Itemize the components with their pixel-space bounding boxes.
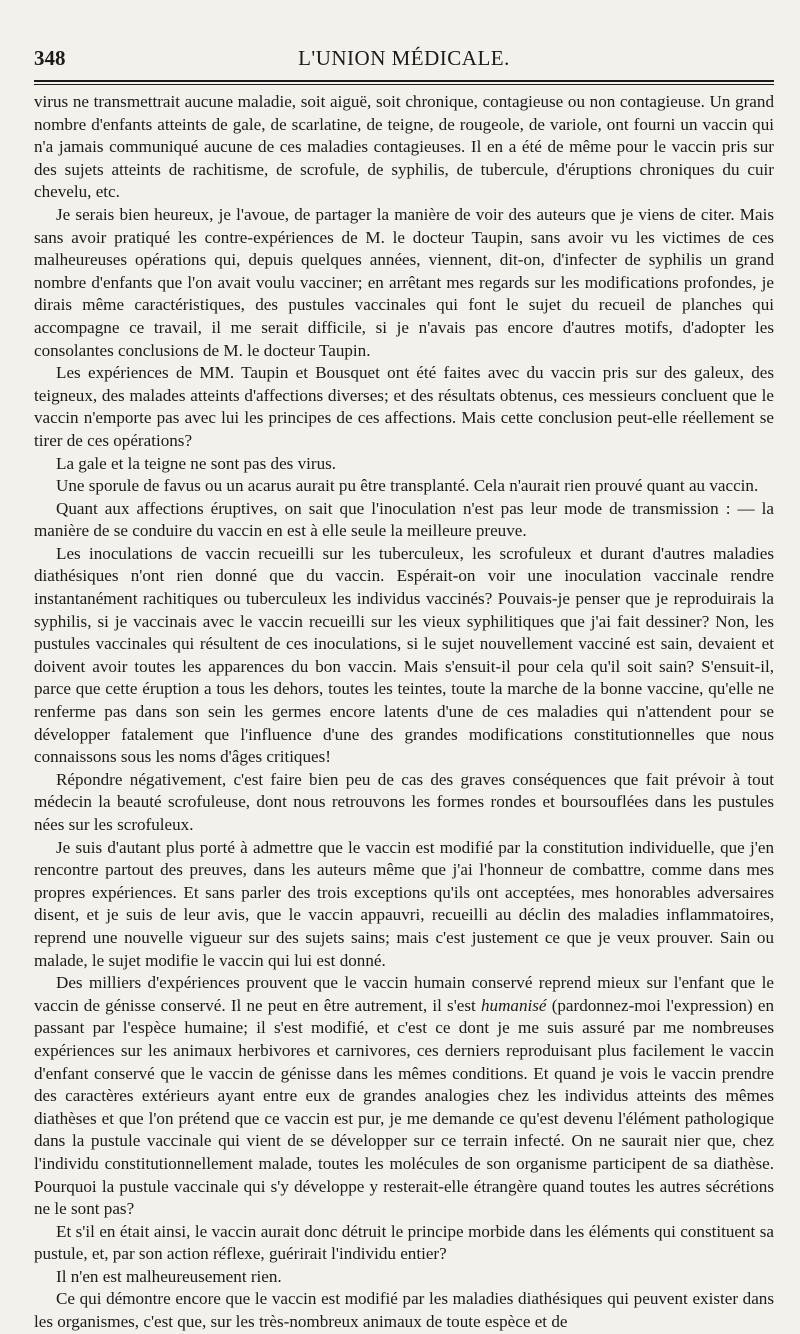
paragraph [34,1288,774,1333]
paragraph-text: Une sporule de favus ou un acarus aurait pu être transplanté. Cela n'aurait rien prouvé quant au vaccin. [56,476,759,496]
paragraph [34,972,774,1221]
page-number: 348 [34,46,66,70]
paragraph-text: Répondre négativement, c'est faire bien peu de cas des graves conséquences que fait prévoir à tout médecin la beauté scrofuleuse, dont nous retrouvons les formes rondes et boursouflées dans les pustules nées sur les scrofuleux. [34,769,774,834]
paragraph-text: Les expériences de MM. Taupin et Bousquet ont été faites avec du vaccin pris sur des galeux, des teigneux, des malades atteints d'affections diverses; et des résultats obtenus, ces messieurs concluent que le vaccin n'emporte pas avec lui les principes de ces affections. Mais cette conclusion peut-elle réellement se tirer de ces opérations? [34,363,774,450]
paragraph-text: Des milliers d'expériences prouvent que le vaccin humain conservé reprend mieux sur l'enfant que le vaccin de génisse conservé. Il ne peut en être autrement, il s'est [34,973,774,1015]
paragraph-text: virus ne transmettrait aucune maladie, soit aiguë, soit chronique, contagieuse ou non contagieuse. Un grand nombre d'enfants atteints de gale, de scarlatine, de teigne, de rougeole, de variole, ont fourni un vaccin qui n'a jamais communiqué aucune de ces maladies contagieuses. Il en a été de même pour le vaccin pris sur des sujets atteints de rachitisme, de scrofule, de syphilis, de tubercule, d'éruptions chroniques du cuir chevelu, etc. [34,92,774,202]
paragraph-text: Je serais bien heureux, je l'avoue, de partager la manière de voir des auteurs que je viens de citer. Mais sans avoir pratiqué les contre-expériences de M. le docteur Taupin, sans avoir vu les victimes de ces malheureuses opérations qui, depuis quelques années, viennent, dit-on, d'infecter de syphilis un grand nombre d'enfants que l'on avait voulu vacciner; en arrêtant mes regards sur les modifications profondes, je dirais même caractéristiques, des pustules vaccinales qui font le sujet du recueil de planches qui accompagne ce travail, il me serait difficile, si je n'avais pas encore d'autres motifs, d'adopter les consolantes conclusions de M. le docteur Taupin. [34,204,774,360]
journal-title: L'UNION MÉDICALE. [298,46,510,70]
running-head [34,46,774,76]
paragraph-text: Je suis d'autant plus porté à admettre que le vaccin est modifié par la constitution individuelle, que j'en rencontre partout des preuves, dans les auteurs même que j'ai l'honneur de combattre, comme dans mes propres expériences. Et sans parler des trois exceptions qu'ils ont acceptées, mes honorables adversaires disent, et je suis de leur avis, que le vaccin appauvri, recueilli au déclin des maladies inflammatoires, reprend une nouvelle vigueur sur des sujets sains; mais c'est justement ce que je veux prouver. Sain ou malade, le sujet modifie le vaccin qui lui est donné. [34,837,774,970]
header-rule-thin [34,84,774,85]
paragraph [34,453,774,476]
paragraph [34,837,774,973]
paragraph [34,362,774,452]
article-body [34,91,774,1334]
paragraph-text: Quant aux affections éruptives, on sait que l'inoculation n'est pas leur mode de transmission : — la manière de se conduire du vaccin en est à elle seule la meilleure preuve. [34,498,774,541]
paragraph-text: La gale et la teigne ne sont pas des virus. [56,453,337,473]
paragraph-text: Les inoculations de vaccin recueilli sur les tuberculeux, les scrofuleux et durant d'autres maladies diathésiques n'ont rien donné que du vaccin. Espérait-on voir une inoculation vaccinale rendre instantanément rachitiques ou tuberculeux les individus vaccinés? Pouvais-je penser que je reproduirais la syphilis, si je vaccinais avec le vaccin recueilli sur les vieux syphilitiques que j'ai fait dessiner? Non, les pustules vaccinales qui résultent de ces inoculations, si le sujet nouvellement vacciné est sain, devaient et doivent avoir toutes les apparences du bon vaccin. Mais s'ensuit-il pour cela qu'il soit sain? S'ensuit-il, parce que cette éruption a tous les dehors, toutes les teintes, toute la marche de la bonne vaccine, qu'elle ne renferme pas dans son sein les germes encore latents d'une de ces maladies qui n'attendent pour se développer fatalement que l'influence d'une des grandes modifications constitutionnelles que nous connaissons sous les noms d'âges critiques! [34,543,774,767]
paragraph [34,91,774,204]
paragraph [34,204,774,362]
paragraph [34,475,774,498]
italic-term: humanisé [480,995,547,1015]
paragraph-text: Et s'il en était ainsi, le vaccin aurait donc détruit le principe morbide dans les éléments qui constituent sa pustule, et, par son action réflexe, guérirait l'individu entier? [34,1221,774,1264]
header-rule-thick [34,80,774,82]
paragraph [34,498,774,543]
paragraph-text: Il n'en est malheureusement rien. [56,1266,282,1286]
paragraph [34,1221,774,1266]
paragraph [34,1266,774,1289]
paragraph-text: Ce qui démontre encore que le vaccin est modifié par les maladies diathésiques qui peuvent exister dans les organismes, c'est que, sur les très-nombreux animaux de toute espèce et de [34,1289,774,1332]
paragraph [34,543,774,769]
paragraph [34,769,774,837]
paragraph-text: (pardonnez-moi l'expression) en passant par l'espèce humaine; il s'est modifié, et c'est ce dont je me suis assuré par me nombreuses expériences sur les animaux herbivores et carnivores, ces derniers reproduisant plus facilement le vaccin d'enfant conservé que le vaccin de génisse dans les mêmes conditions. Et quand je vois le vaccin prendre des caractères extérieurs ayant entre eux de grandes analogies chez les individus atteints des mêmes diathèses et que l'on prétend que ce vaccin est pur, je me demande ce qu'est devenu l'élément pathologique dans la pustule vaccinale qui vient de se développer sur ce terrain infecté. On ne saurait nier que, chez l'individu constitutionnellement malade, toutes les molécules de son organisme participent de sa diathèse. Pourquoi la pustule vaccinale qui s'y développe y resterait-elle étrangère quand toutes les autres sécrétions ne le sont pas? [34,995,775,1219]
